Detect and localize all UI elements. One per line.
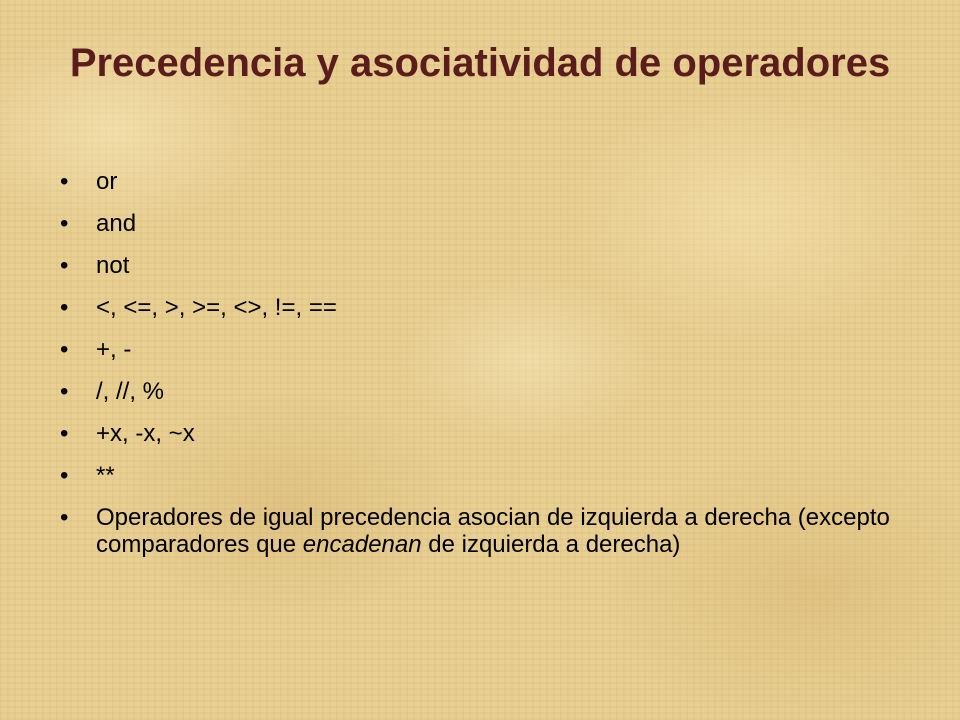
bullet-icon: •	[60, 168, 69, 195]
bullet-list	[60, 168, 900, 573]
bullet-text: and	[96, 210, 137, 237]
bullet-item-comparisons	[60, 294, 900, 321]
bullet-icon: •	[60, 294, 69, 321]
bullet-icon: •	[60, 210, 69, 237]
bullet-icon: •	[60, 378, 69, 405]
bullet-text: +x, -x, ~x	[96, 420, 195, 447]
bullet-icon: •	[60, 336, 69, 363]
bullet-item-not	[60, 252, 900, 279]
bullet-icon: •	[60, 462, 69, 489]
bullet-item-unary	[60, 420, 900, 447]
bullet-text: or	[96, 168, 118, 195]
slide-title: Precedencia y asociatividad de operadores	[69, 41, 891, 85]
bullet-text: /, //, %	[96, 378, 165, 405]
bullet-item-power	[60, 462, 900, 489]
bullet-text: **	[96, 462, 115, 489]
note-text	[96, 504, 890, 558]
bullet-item-additive	[60, 336, 900, 363]
bullet-text: +, -	[96, 336, 132, 363]
bullet-icon: •	[60, 504, 69, 531]
bullet-icon: •	[60, 252, 69, 279]
note-emphasis: encadenan	[302, 531, 422, 558]
note-text-after: de izquierda a derecha)	[421, 531, 681, 558]
bullet-item-or	[60, 168, 900, 195]
bullet-text: not	[96, 252, 130, 279]
bullet-icon: •	[60, 420, 69, 447]
bullet-item-and	[60, 210, 900, 237]
bullet-text: <, <=, >, >=, <>, !=, ==	[96, 294, 337, 321]
bullet-item-associativity-note	[60, 504, 900, 558]
bullet-item-multiplicative	[60, 378, 900, 405]
note-text-before: Operadores de igual precedencia asocian de izquierda a derecha (excepto comparadores que	[96, 504, 890, 558]
